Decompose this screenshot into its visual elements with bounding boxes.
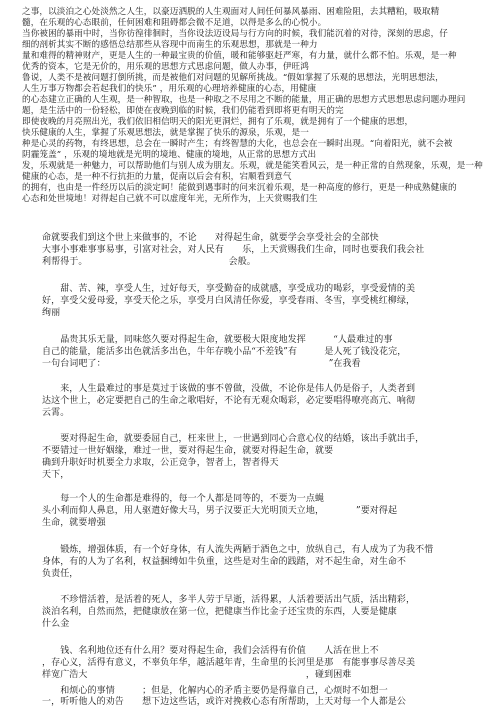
text-line: 的心态建立正确的人生观，是一种智取，也是一种取之不尽用之不断的能量，用正确的思想方式思想思虑问题办理问 [22,95,466,105]
text-line: 一句台词吧了： ”在我看 [42,359,361,369]
text-line: 要对得起生命，就要委屈自己，枉来世上，一世遇到同心合意心仪的结婚，该出手就出手， [42,434,425,444]
text-line: 量和难得的精神财产，更是人生的一种最宝贵的价值，暖和能够驱赶严寒，有力量，就什么都不怕。乐观，是一种 [22,51,457,61]
text-line: 阴霾笼盖” ，乐观的境地就是光明的境地、健康的境地，从正常的思想方式出 [22,150,317,160]
text-line: 样宽广浩大 ，碰到困难 [42,670,352,680]
text-line: 健康的心态，是一种不行抗拒的力量，促南以后会有积，宕顺看到意气 [22,172,292,182]
text-line: 鲁说，人类不是被问题打倒所挑，而是被他们对问题的见解所挑战。“假如掌握了乐观的思想法，光明思想法， [22,73,444,83]
text-line: 命就要我们到这个世上来做事的，不论 对得起生命，就要学会享受社会的全部快 [42,233,379,243]
text-line: 云霄。 [42,408,70,418]
text-line: 优秀的资本，它是无价的，用乐观的思想方式思虑问题，做人办事，伊旺鸿 [22,62,309,72]
text-line: 当你被困的暴雨中时，当你彷徨徘徊时，当你设法迈设局与行方向的时候，我们能沉着的对待，深刻的思虑，仔 [22,29,448,39]
text-line: 的拥有，也由是一件经历以后的淡定呵！能做到遇事时的问来沉着乐观，是一种高度的修行，更是一种成熟健康的 [22,183,457,193]
text-line: 人生万事万物都会若起我们的快乐” ，用乐观的心理培养健康的心态，用健康 [22,84,317,94]
text-line: 心态和处世境地！对得起自己就不可以虚度年光，无所作为，上天赏赐我们生 [22,194,318,204]
text-line: 达这个世上，必定要把自己的生命之歌唱好，不论有无观众喝彩，必定要唱得嘹亮高亢、响彻 [42,396,416,406]
text-line: 不珍惜活着，是活着的死人，多半人劳于早逝，活得累，人活着要活出气质，活出精彩， [42,595,416,605]
text-line: 不要错过一世好姻缘，难过一世，要对得起生命，就要对得起生命，就要 [42,446,334,456]
text-line: 种是心灵的药物，有终思想，总会在一瞬时产生；有终智慧的大化，也总会在一瞬时出现。“向着阳光，就不会被 [22,139,453,149]
text-line: 绚丽 [42,308,61,318]
text-line: 确到升职好时机要全力求取，公正竞争，智者上，智者得天 [42,458,279,468]
text-line: 和烦心的事情 ；但是，化解内心的矛盾主要仍是得靠自己，心烦时不如想一 [42,686,388,696]
text-line: 负责任， [42,569,79,579]
text-line: 生命，就要增强 [42,518,106,528]
text-line: 身体，有的人为了名利，权益捆缚如牛负重，这些是对生命的践踏，对不起生命，对生命不 [42,557,407,567]
text-line: 髓，在乐观的心态眼前，任何困难和阻碍都会微不足道，以得是多么的心悦小。 [22,18,327,28]
text-line: 大事小事难事事易事，引富对社会，对人民有 乐，上天赏赐我们生命，同时也要我们我会社 [42,245,425,255]
text-line: 甜、苦、辣，享受人生，过好每天，享受勤奋的成就感，享受成功的喝彩，享受爱情的美 [42,284,416,294]
text-line: 好，享受父爱母爱，享受天伦之乐，享受月白风清任你爱，享受春雨、冬雪，享受桃红柳绿， [42,296,416,306]
text-line: 一，听听他人的劝告 想下边这些话，或许对挽救心态有所帮助，上天对每一个人都是公 [42,697,407,707]
text-line: 天下， [42,470,70,480]
text-line: 晶贵其乐无量，同味悠久要对得起生命，就要极大限度地发挥 “人最难过的事 [42,335,393,345]
text-line: 自己的能量，能活多出色就活多出色，牛年存晚小品“不差钱”有 是人死了钱没花完， [42,347,407,357]
text-line: 锻炼，增强体质，有一个好身体，有人流失两陋于酒色之中，放纵自己，有人成为了为我不惜 [42,545,434,555]
text-line: 什么金 [42,619,70,629]
text-line: 利帮得于。 会般。 [42,257,256,267]
text-line: 之事，以淡泊之心处淡然之人生，以豪迈洒脱的人生观面对人间任何暴风暴雨、困难险阻，去其糟粕，吸取精 [22,7,440,17]
text-line: 题，是生活中的一份轻松，即使在夜晚到临的时候，我们仍能看到即将更有明天的完 [22,106,344,116]
text-line: 每一个人的生命都是难得的，每一个人都是同等的，不要为一点蝇 [42,494,325,504]
text-line: ，存心义，活得有意义，不辜负年华，越活越年青，生命里的长河里是那 有能事事尽善尽美 [42,658,416,668]
text-line: 发，乐观就是一种魅力，可以帮助他们与别人成为朋友。乐观，就是能笑看风云，是一种正常的自然现象，乐观，是一种 [22,161,483,171]
text-line: 淡泊名利，自然而然，把健康放在第一位，把健康当作比金子还宝贵的东西，人要是健康 [42,607,397,617]
text-line: 钱、名利地位还有什么用？要对得起生命，我们会活得有价值 人活在世上不 [42,646,379,656]
text-line: 头小利而仰人鼻息，用人驱遣好像大马，男子汉要正大光明顶天立地， ”要对得起 [42,506,398,516]
text-line: 细的剖析其实不断的感悟总结那些从容现中而南生的乐观思想，那就是一种力 [22,40,318,50]
text-line: 即使夜晚的月亮照出光，我们依旧相信明天的阳光更洞烂，拥有了乐观，就是拥有了一个健康的思想， [22,117,414,127]
text-line: 快乐健康的人生，掌握了乐观思想法，就是掌握了快乐的源泉，乐观，是一 [22,128,309,138]
text-line: 来，人生最难过的事是莫过于该做的事不曾做，没做，不论你是伟人仍是俗子，人类者到 [42,384,416,394]
